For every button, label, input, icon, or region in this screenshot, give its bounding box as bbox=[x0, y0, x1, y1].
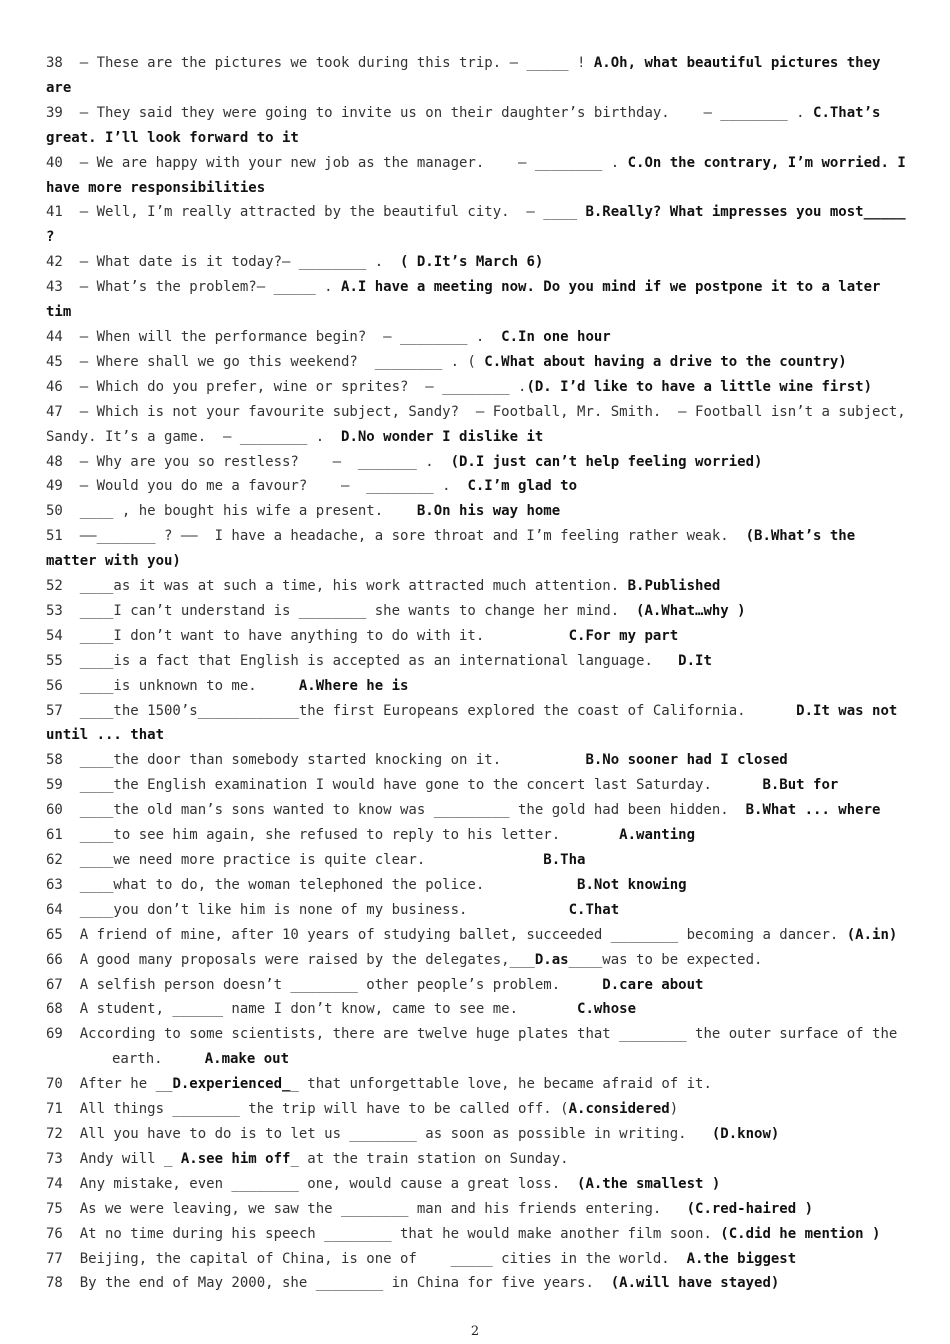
question-item bbox=[46, 599, 908, 624]
question-item bbox=[46, 997, 908, 1022]
question-text: 76 At no time during his speech ________ that he would make another film soon. bbox=[46, 1225, 721, 1242]
answer-text: D.experienced_ bbox=[172, 1076, 291, 1093]
answer-text: B.On his way home bbox=[416, 503, 561, 520]
answer-text: (C.did he mention ) bbox=[720, 1225, 881, 1242]
question-text: 57 ____the 1500’s____________the first Europeans explored the coast of California. bbox=[46, 702, 797, 719]
question-text: 48 — Why are you so restless? — _______ . bbox=[46, 453, 451, 470]
answer-text: B.Not knowing bbox=[577, 876, 687, 893]
question-text: 45 — Where shall we go this weekend? ________ . ( bbox=[46, 353, 485, 370]
question-text: 52 ____as it was at such a time, his work attracted much attention. bbox=[46, 578, 628, 595]
question-item bbox=[46, 948, 908, 973]
answer-text: C.In one hour bbox=[501, 328, 611, 345]
question-text: 67 A selfish person doesn’t ________ other people’s problem. bbox=[46, 976, 603, 993]
question-item bbox=[46, 1197, 908, 1222]
question-item bbox=[46, 101, 908, 151]
answer-text: B.No sooner had I closed bbox=[585, 752, 788, 769]
answer-text: B.Tha bbox=[543, 852, 586, 868]
question-text: 58 ____the door than somebody started knocking on it. bbox=[46, 752, 586, 769]
answer-text: C.I’m glad to bbox=[467, 478, 578, 495]
answer-text: (C.red-haired ) bbox=[686, 1200, 814, 1217]
answer-text: (D. I’d like to have a little wine first) bbox=[526, 378, 873, 395]
question-item bbox=[46, 748, 908, 773]
question-item bbox=[46, 1271, 908, 1296]
question-item bbox=[46, 1122, 908, 1147]
question-item bbox=[46, 823, 908, 848]
question-text: 69 According to some scientists, there are twelve huge plates that ________ the outer surface of the earth. bbox=[46, 1026, 906, 1068]
question-item bbox=[46, 1247, 908, 1272]
answer-text: ( D.It’s March 6) bbox=[400, 254, 544, 271]
question-item bbox=[46, 151, 915, 201]
question-text: 47 — Which is not your favourite subject, Sandy? — Football, Mr. Smith. — Football isn’t a subject, Sandy. It’s a game. — ________ . bbox=[46, 403, 915, 445]
answer-text: B.Published bbox=[627, 578, 721, 595]
question-text: 42 — What date is it today?— ________ . bbox=[46, 254, 401, 271]
question-text: 63 ____what to do, the woman telephoned the police. bbox=[46, 876, 578, 893]
question-text: 66 A good many proposals were raised by the delegates,___ bbox=[46, 951, 535, 968]
question-item bbox=[46, 574, 908, 599]
question-item bbox=[46, 699, 908, 749]
answer-text: A.wanting bbox=[619, 827, 696, 844]
question-item bbox=[46, 51, 908, 101]
page-number: 2 bbox=[470, 1324, 480, 1339]
answer-text: B.What ... where bbox=[745, 802, 881, 819]
answer-text: C.That’s great. I’ll look forward to it bbox=[46, 104, 889, 146]
question-text: 73 Andy will _ bbox=[46, 1150, 181, 1167]
answer-text: (D.I just can’t help feeling worried) bbox=[450, 453, 763, 470]
question-text: 53 ____I can’t understand is ________ she wants to change her mind. bbox=[46, 602, 637, 619]
question-text: 62 ____we need more practice is quite clear. bbox=[46, 852, 544, 868]
question-text: 61 ____to see him again, she refused to reply to his letter. bbox=[46, 827, 620, 844]
question-text: 64 ____you don’t like him is none of my business. bbox=[46, 901, 569, 918]
answer-text: (D.know) bbox=[711, 1125, 780, 1142]
answer-text: (A.in) bbox=[846, 926, 898, 943]
question-item bbox=[46, 773, 908, 798]
question-item bbox=[46, 923, 908, 948]
answer-text: A.Oh, what beautiful pictures they are bbox=[46, 55, 889, 96]
question-item bbox=[46, 674, 908, 699]
question-item bbox=[46, 375, 908, 400]
question-item bbox=[46, 624, 908, 649]
question-text: 56 ____is unknown to me. bbox=[46, 677, 299, 694]
question-text: 44 — When will the performance begin? — ________ . bbox=[46, 328, 502, 345]
question-item bbox=[46, 200, 915, 250]
question-item bbox=[46, 499, 908, 524]
question-text: 38 — These are the pictures we took during this trip. — _____ ! bbox=[46, 55, 594, 71]
answer-text: A.considered bbox=[568, 1101, 670, 1118]
question-item bbox=[46, 1022, 908, 1072]
answer-text: A.make out bbox=[204, 1051, 290, 1068]
question-item bbox=[46, 250, 908, 275]
question-item bbox=[46, 1072, 908, 1097]
question-text: 75 As we were leaving, we saw the ________ man and his friends entering. bbox=[46, 1200, 687, 1217]
answer-text: C.That bbox=[568, 901, 620, 918]
answer-text: C.On the contrary, I’m worried. I have more responsibilities bbox=[46, 154, 915, 196]
answer-text: A.I have a meeting now. Do you mind if we postpone it to a later tim bbox=[46, 279, 889, 321]
question-text-tail: ) bbox=[669, 1101, 679, 1118]
question-item bbox=[46, 848, 908, 873]
question-text: 65 A friend of mine, after 10 years of studying ballet, succeeded ________ becoming a dancer. bbox=[46, 926, 847, 943]
question-text: 49 — Would you do me a favour? — ________ . bbox=[46, 478, 468, 495]
answer-text: A.the biggest bbox=[686, 1250, 797, 1267]
answer-text: A.Where he is bbox=[298, 677, 409, 694]
answer-text: C.whose bbox=[577, 1001, 637, 1018]
question-text: 77 Beijing, the capital of China, is one of _____ cities in the world. bbox=[46, 1250, 687, 1267]
question-text: 43 — What’s the problem?— _____ . bbox=[46, 279, 342, 296]
question-item bbox=[46, 325, 908, 350]
answer-text: B.But for bbox=[762, 777, 839, 794]
question-item bbox=[46, 474, 908, 499]
question-item bbox=[46, 973, 908, 998]
question-text-tail: ____was to be expected. bbox=[568, 951, 763, 968]
question-text: 41 — Well, I’m really attracted by the beautiful city. — ____ bbox=[46, 204, 586, 221]
answer-text: (A.What…why ) bbox=[636, 602, 746, 619]
question-item bbox=[46, 524, 908, 574]
question-item bbox=[46, 873, 908, 898]
question-item bbox=[46, 400, 915, 450]
question-text-tail: _ that unforgettable love, he became afraid of it. bbox=[290, 1076, 712, 1093]
answer-text: C.What about having a drive to the country) bbox=[484, 353, 847, 370]
question-text: 72 All you have to do is to let us ________ as soon as possible in writing. bbox=[46, 1125, 712, 1142]
question-text: 70 After he __ bbox=[46, 1076, 173, 1093]
question-text: 68 A student, ______ name I don’t know, came to see me. bbox=[46, 1001, 578, 1018]
question-item bbox=[46, 350, 908, 375]
answer-text: D.It bbox=[678, 652, 712, 669]
question-text-tail: _ at the train station on Sunday. bbox=[290, 1150, 569, 1167]
question-item bbox=[46, 649, 908, 674]
answer-text: (A.will have stayed) bbox=[610, 1275, 780, 1292]
question-item bbox=[46, 1147, 908, 1172]
answer-text: (B.What’s the matter with you) bbox=[46, 528, 864, 570]
question-item bbox=[46, 1172, 908, 1197]
question-text: 39 — They said they were going to invite us on their daughter’s birthday. — ________ . bbox=[46, 104, 814, 121]
answer-text: A.see him off bbox=[180, 1150, 291, 1167]
question-item bbox=[46, 1097, 908, 1122]
question-text: 55 ____is a fact that English is accepted as an international language. bbox=[46, 652, 679, 669]
answer-text: B.Really? What impresses you most_____ ? bbox=[46, 204, 915, 246]
question-text: 71 All things ________ the trip will have to be called off. ( bbox=[46, 1101, 569, 1118]
question-text: 78 By the end of May 2000, she ________ in China for five years. bbox=[46, 1275, 611, 1292]
question-text: 50 ____ , he bought his wife a present. bbox=[46, 503, 417, 520]
question-text: 40 — We are happy with your new job as the manager. — ________ . bbox=[46, 154, 628, 171]
question-list bbox=[46, 51, 915, 1296]
question-text: 54 ____I don’t want to have anything to do with it. bbox=[46, 627, 569, 644]
question-item bbox=[46, 898, 908, 923]
question-item bbox=[46, 798, 908, 823]
answer-text: D.It was not until ... that bbox=[46, 702, 906, 744]
answer-text: C.For my part bbox=[568, 627, 679, 644]
answer-text: D.as bbox=[534, 951, 569, 968]
question-text: 59 ____the English examination I would have gone to the concert last Saturday. bbox=[46, 777, 763, 794]
question-text: 51 ——_______ ? —— I have a headache, a sore throat and I’m feeling rather weak. bbox=[46, 528, 746, 545]
question-item bbox=[46, 1222, 908, 1247]
answer-text: D.No wonder I dislike it bbox=[341, 428, 544, 445]
question-text: 46 — Which do you prefer, wine or sprites? — ________ . bbox=[46, 378, 527, 395]
answer-text: D.care about bbox=[602, 976, 704, 993]
answer-text: (A.the smallest ) bbox=[577, 1175, 721, 1192]
question-item bbox=[46, 275, 908, 325]
question-item bbox=[46, 450, 908, 475]
question-text: 74 Any mistake, even ________ one, would cause a great loss. bbox=[46, 1175, 578, 1192]
question-text: 60 ____the old man’s sons wanted to know was _________ the gold had been hidden. bbox=[46, 802, 746, 819]
